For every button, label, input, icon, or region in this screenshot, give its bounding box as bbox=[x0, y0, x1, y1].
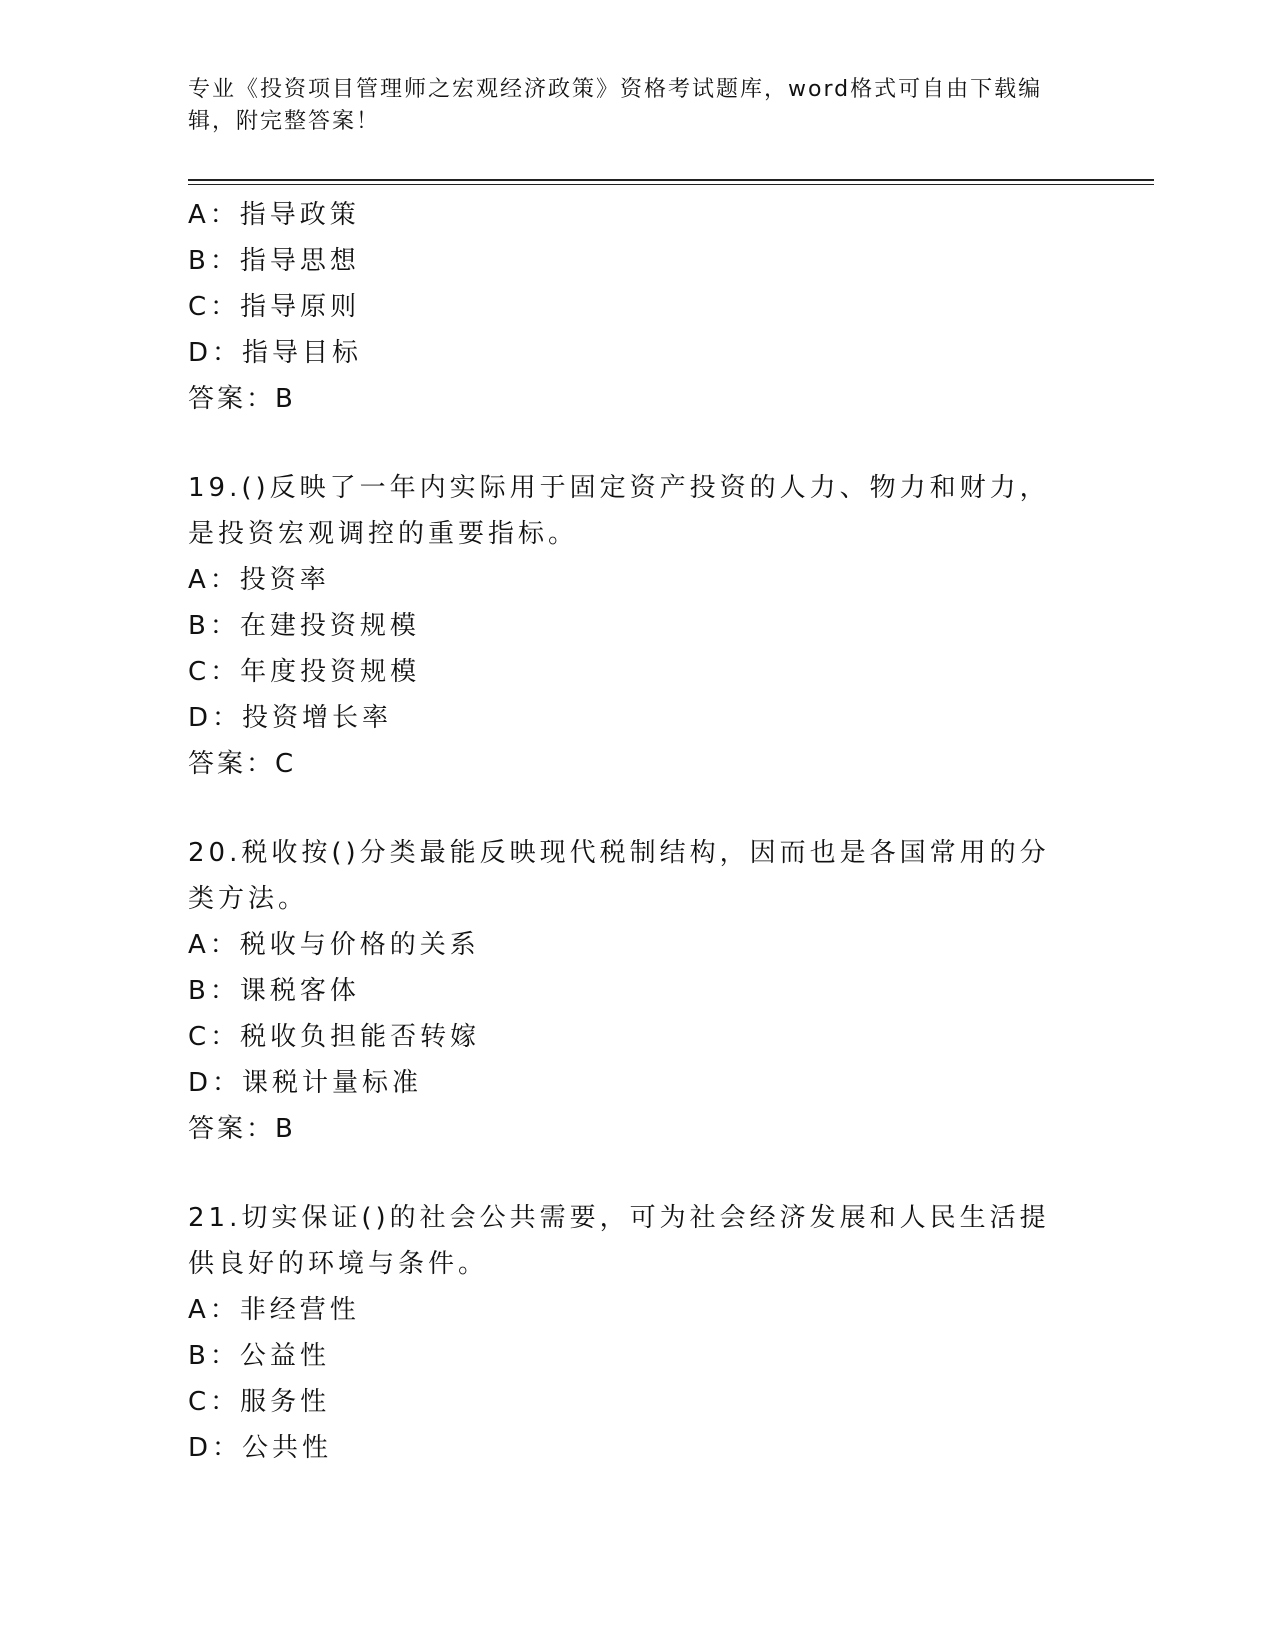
option-b: B：课税客体 bbox=[188, 976, 360, 1006]
question-text: 20.税收按()分类最能反映现代税制结构，因而也是各国常用的分类方法。 bbox=[188, 838, 1050, 914]
option-d: D：投资增长率 bbox=[188, 703, 393, 733]
question-text: 19.()反映了一年内实际用于固定资产投资的人力、物力和财力，是投资宏观调控的重要指标。 bbox=[188, 473, 1050, 549]
option-b: B：公益性 bbox=[188, 1341, 330, 1371]
question-text: 21.切实保证()的社会公共需要，可为社会经济发展和人民生活提供良好的环境与条件。 bbox=[188, 1203, 1050, 1279]
option-a: A：税收与价格的关系 bbox=[188, 930, 480, 960]
option-a: A：投资率 bbox=[188, 565, 330, 595]
question-21-block bbox=[188, 1195, 1088, 1471]
question-18-block bbox=[188, 192, 1088, 422]
answer-line: 答案：B bbox=[188, 384, 296, 414]
option-a: A：非经营性 bbox=[188, 1295, 360, 1325]
option-d: D：指导目标 bbox=[188, 338, 363, 368]
option-a: A：指导政策 bbox=[188, 200, 360, 230]
question-content bbox=[188, 192, 1088, 1471]
option-c: C：指导原则 bbox=[188, 292, 361, 322]
option-c: C：税收负担能否转嫁 bbox=[188, 1022, 481, 1052]
option-b: B：指导思想 bbox=[188, 246, 360, 276]
option-c: C：服务性 bbox=[188, 1387, 331, 1417]
option-b: B：在建投资规模 bbox=[188, 611, 420, 641]
answer-line: 答案：C bbox=[188, 749, 297, 779]
answer-line: 答案：B bbox=[188, 1114, 296, 1144]
question-19-block bbox=[188, 465, 1088, 787]
page-header: 专业《投资项目管理师之宏观经济政策》资格考试题库，word格式可自由下载编辑，附完整答案！ bbox=[188, 77, 1043, 134]
option-d: D：公共性 bbox=[188, 1433, 333, 1463]
question-20-block bbox=[188, 830, 1088, 1152]
option-d: D：课税计量标准 bbox=[188, 1068, 423, 1098]
option-c: C：年度投资规模 bbox=[188, 657, 421, 687]
header-divider bbox=[188, 179, 1154, 185]
